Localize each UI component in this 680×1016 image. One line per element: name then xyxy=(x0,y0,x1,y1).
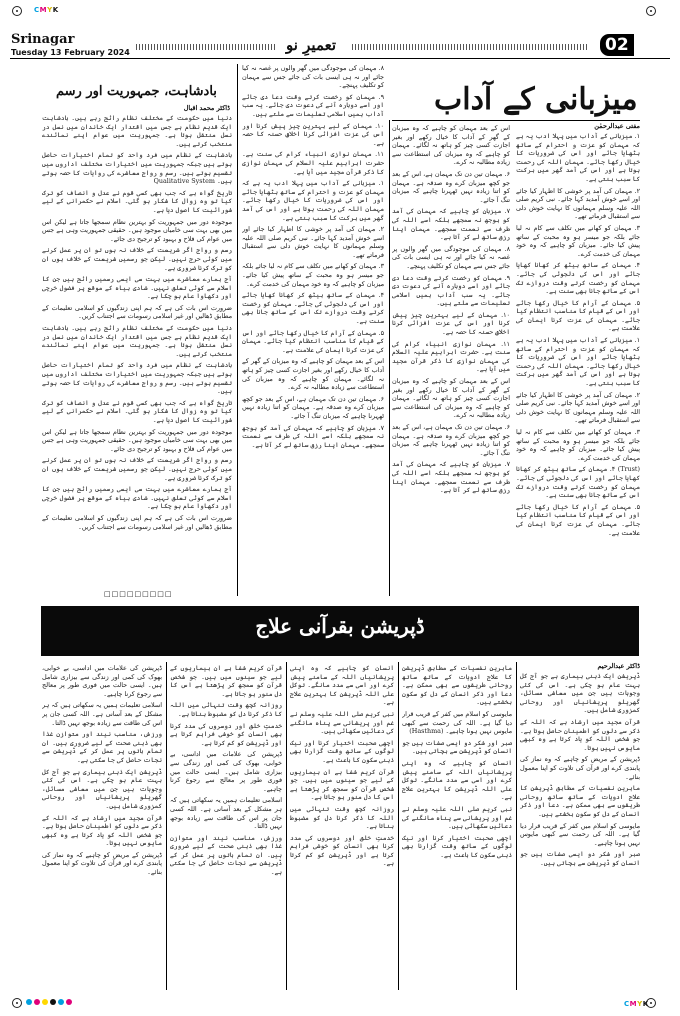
page-number: 02 xyxy=(600,34,634,56)
title-underline xyxy=(392,120,640,121)
article-column-hospitality-2: اس کے بعد مہمان کو چاہیے کہ وہ میزبان کے گھر کے آداب کا خیال رکھے اور بغیر اجازت کسی چیز کو ہاتھ نہ لگائے۔ مہمان کو چاہیے کہ وہ میزبان کی استطاعت سے زیادہ مطالبہ نہ کرے۔ ۶. مہمان تین دن تک مہمان ہے، اس کے بعد جو کچھ میزبان کرے وہ صدقہ ہے۔ مہمان کو اتنا زیادہ نہیں ٹھہرنا چاہیے کہ میزبان تنگ آ جائے۔ ۷. میزبان کو چاہیے کہ مہمان کی آمد کو بوجھ نہ سمجھے بلکہ اسے اللہ کی طرف سے نعمت سمجھے۔ مہمان اپنا رزق ساتھ لے کر آتا ہے۔ ۸. مہمان کی موجودگی میں گھر والوں پر غصہ نہ کیا جائے اور نہ ہی ایسی بات کی جائے جس سے مہمان کو تکلیف پہنچے۔ ۹. مہمان کو رخصت کرتے وقت دعا دی جائے اور اسے دوبارہ آنے کی دعوت دی جائے۔ یہ سب آداب ہمیں اسلامی تعلیمات سے ملتے ہیں۔ ۱۰. مہمان کے لیے بہترین چیز پیش کرنا اور اس کی عزت افزائی کرنا اخلاقِ حسنہ کا حصہ ہے۔ ۱۱. مہمان نوازی انبیاء کرام کی سنت ہے۔ حضرت ابراہیم علیہ السلام کی مہمان نوازی کا ذکر قرآن مجید میں آیا ہے۔ اس کے بعد مہمان کو چاہیے کہ وہ میزبان کے گھر کے آداب کا خیال رکھے اور بغیر اجازت کسی چیز کو ہاتھ نہ لگائے۔ مہمان کو چاہیے کہ وہ میزبان کی استطاعت سے زیادہ مطالبہ نہ کرے۔ ۶. مہمان تین دن تک مہمان ہے، اس کے بعد جو کچھ میزبان کرے وہ صدقہ ہے۔ مہمان کو اتنا زیادہ نہیں ٹھہرنا چاہیے کہ میزبان تنگ آ جائے۔ ۷. میزبان کو چاہیے کہ مہمان کی آمد کو بوجھ نہ سمجھے بلکہ اسے اللہ کی طرف سے نعمت سمجھے۔ مہمان اپنا رزق ساتھ لے کر آتا ہے۔ xyxy=(392,124,510,495)
header-divider xyxy=(10,58,670,59)
article-column-depression-4: قرآن کریم شفا ہے ان بیماریوں کے لیے جو سینوں میں ہیں۔ جو شخص قرآن کو سمجھ کر پڑھتا ہے اس کا دل منور ہو جاتا ہے۔ روزانہ کچھ وقت تنہائی میں اللہ کا ذکر کرنا دل کو مضبوط بناتا ہے۔ خدمتِ خلق اور دوسروں کی مدد کرنا بھی انسان کو خوشی فراہم کرتا ہے اور ڈپریشن کو کم کرتا ہے۔ ڈپریشن کی علامات میں اداسی، بے خوابی، بھوک کی کمی اور زندگی سے بیزاری شامل ہیں۔ ایسی حالت میں فوری طور پر معالج سے رجوع کرنا چاہیے۔ اسلامی تعلیمات ہمیں یہ سکھاتی ہیں کہ ہر مشکل کے بعد آسانی ہے۔ اللہ کسی جان پر اس کی طاقت سے زیادہ بوجھ نہیں ڈالتا۔ ورزش، مناسب نیند اور متوازن غذا بھی ذہنی صحت کے لیے ضروری ہیں۔ ان تمام باتوں پر عمل کر کے ڈپریشن سے نجات حاصل کی جا سکتی ہے۔ xyxy=(170,664,282,877)
column-divider xyxy=(516,662,517,990)
color-swatches xyxy=(26,999,72,1005)
article-column-depression-1: ڈپریشن ایک ذہنی بیماری ہے جو آج کل بہت عام ہو چکی ہے۔ اس کی کئی وجوہات ہیں جن میں معاشی مسائل، گھریلو پریشانیاں اور روحانی کمزوری شامل ہیں۔ قرآن مجید میں ارشاد ہے کہ اللہ کے ذکر سے دلوں کو اطمینان حاصل ہوتا ہے۔ جو شخص اللہ کو یاد کرتا ہے وہ کبھی مایوس نہیں ہوتا۔ ڈپریشن کے مریض کو چاہیے کہ وہ نماز کی پابندی کرے اور قرآن کی تلاوت کو اپنا معمول بنائے۔ ماہرین نفسیات کے مطابق ڈپریشن کا علاج ادویات کے ساتھ ساتھ روحانی طریقوں سے بھی ممکن ہے۔ دعا اور ذکر انسان کے دل کو سکون بخشتے ہیں۔ مایوسی کو اسلام میں کفر کے قریب قرار دیا گیا ہے۔ اللہ کی رحمت سے کبھی مایوس نہیں ہونا چاہیے۔ صبر اور شکر دو ایسی صفات ہیں جو انسان کو ڈپریشن سے بچاتی ہیں۔ xyxy=(520,672,640,867)
cmyk-label-bottom: CMYK xyxy=(624,1000,649,1008)
article-column-hospitality-3: ۸. مہمان کی موجودگی میں گھر والوں پر غصہ نہ کیا جائے اور نہ ہی ایسی بات کی جائے جس سے مہمان کو تکلیف پہنچے۔ ۹. مہمان کو رخصت کرتے وقت دعا دی جائے اور اسے دوبارہ آنے کی دعوت دی جائے۔ یہ سب آداب ہمیں اسلامی تعلیمات سے ملتے ہیں۔ ۱۰. مہمان کے لیے بہترین چیز پیش کرنا اور اس کی عزت افزائی کرنا اخلاقِ حسنہ کا حصہ ہے۔ ۱۱. مہمان نوازی انبیاء کرام کی سنت ہے۔ حضرت ابراہیم علیہ السلام کی مہمان نوازی کا ذکر قرآن مجید میں آیا ہے۔ ۱. میزبانی کے آداب میں پہلا ادب یہ ہے کہ مہمان کو عزت و احترام کے ساتھ بٹھایا جائے اور اس کی ضروریات کا خیال رکھا جائے۔ مہمان اللہ کی رحمت ہوتا ہے اور اس کی آمد گھر میں برکت کا سبب بنتی ہے۔ ۲. مہمان کی آمد پر خوشی کا اظہار کیا جائے اور اسے خوش آمدید کہا جائے۔ نبی کریم صلی اللہ علیہ وسلم مہمانوں کا نہایت خوش دلی سے استقبال فرماتے تھے۔ ۳. مہمان کو کھانے میں تکلف سے کام نہ لیا جائے بلکہ جو میسر ہو وہ محبت کے ساتھ پیش کیا جائے۔ میزبان کو چاہیے کہ وہ خود مہمان کی خدمت کرے۔ ۴. مہمان کے ساتھ بیٹھ کر کھانا کھایا جائے اور اس کی دلجوئی کی جائے۔ مہمان کو رخصت کرتے وقت دروازے تک اس کے ساتھ جانا بھی سنت ہے۔ ۵. مہمان کے آرام کا خیال رکھا جائے اور اس کے قیام کا مناسب انتظام کیا جائے۔ مہمان کی عزت کرنا ایمان کی علامت ہے۔ اس کے بعد مہمان کو چاہیے کہ وہ میزبان کے گھر کے آداب کا خیال رکھے اور بغیر اجازت کسی چیز کو ہاتھ نہ لگائے۔ مہمان کو چاہیے کہ وہ میزبان کی استطاعت سے زیادہ مطالبہ نہ کرے۔ ۶. مہمان تین دن تک مہمان ہے، اس کے بعد جو کچھ میزبان کرے وہ صدقہ ہے۔ مہمان کو اتنا زیادہ نہیں ٹھہرنا چاہیے کہ میزبان تنگ آ جائے۔ ۷. میزبان کو چاہیے کہ مہمان کی آمد کو بوجھ نہ سمجھے بلکہ اسے اللہ کی طرف سے نعمت سمجھے۔ مہمان اپنا رزق ساتھ لے کر آتا ہے۔ xyxy=(242,64,384,449)
registration-mark xyxy=(646,6,656,16)
article-title-hospitality: میزبانی کے آداب xyxy=(434,82,638,117)
masthead-rule xyxy=(352,44,588,50)
end-marks: □□□□□□□□□ xyxy=(104,590,173,598)
column-divider xyxy=(237,64,238,596)
column-divider xyxy=(286,662,287,990)
column-divider xyxy=(398,662,399,990)
cmyk-label-top: CMYK xyxy=(34,6,59,14)
registration-mark xyxy=(12,998,22,1008)
city-name: Srinagar xyxy=(11,32,75,47)
byline-hospitality: مفتی عبدالرحمٰن xyxy=(594,122,640,130)
byline-depression: ڈاکٹر عبدالرحیم xyxy=(597,662,640,670)
registration-mark xyxy=(12,6,22,16)
banner-title-depression: ڈپریشن بقرآنی علاج xyxy=(255,614,425,638)
masthead-rule xyxy=(136,44,276,50)
article-column-depression-2: ماہرین نفسیات کے مطابق ڈپریشن کا علاج ادویات کے ساتھ ساتھ روحانی طریقوں سے بھی ممکن ہے۔ دعا اور ذکر انسان کے دل کو سکون بخشتے ہیں۔ مایوسی کو اسلام میں کفر کے قریب قرار دیا گیا ہے۔ اللہ کی رحمت سے کبھی مایوس نہیں ہونا چاہیے۔ (Hasthma) صبر اور شکر دو ایسی صفات ہیں جو انسان کو ڈپریشن سے بچاتی ہیں۔ انسان کو چاہیے کہ وہ اپنی پریشانیاں اللہ کے سامنے پیش کرے اور اسی سے مدد مانگے۔ توکل علی اللہ ڈپریشن کا بہترین علاج ہے۔ نبی کریم صلی اللہ علیہ وسلم نے غم اور پریشانی سے پناہ مانگنے کی دعائیں سکھائی ہیں۔ اچھی صحبت اختیار کرنا اور نیک لوگوں کے ساتھ وقت گزارنا بھی ذہنی سکون کا باعث ہے۔ xyxy=(402,664,512,859)
article-column-monarchy: دنیا میں حکومت کے مختلف نظام رائج رہے ہیں۔ بادشاہت ایک قدیم نظام ہے جس میں اقتدار ایک خاندان میں نسل در نسل منتقل ہوتا ہے۔ جمہوریت میں عوام اپنے نمائندے منتخب کرتے ہیں۔ بادشاہت کے نظام میں فرد واحد کو تمام اختیارات حاصل ہوتے ہیں جبکہ جمہوریت میں اختیارات مختلف اداروں میں تقسیم ہوتے ہیں۔ رسم و رواج معاشرے کی روایات کا حصہ ہوتے ہیں۔ Qualitative System تاریخ گواہ ہے کہ جب بھی کسی قوم نے عدل و انصاف کو ترک کیا تو وہ زوال کا شکار ہو گئی۔ اسلام نے حکمرانی کے لیے شورائیت کا اصول دیا ہے۔ موجودہ دور میں جمہوریت کو بہترین نظام سمجھا جاتا ہے لیکن اس میں بھی بہت سی خامیاں موجود ہیں۔ حقیقی جمہوریت وہی ہے جس میں عوام کی فلاح و بہبود کو ترجیح دی جائے۔ رسم و رواج اگر شریعت کے خلاف نہ ہوں تو ان پر عمل کرنے میں کوئی حرج نہیں۔ لیکن جو رسمیں شریعت کے خلاف ہوں ان کو ترک کرنا ضروری ہے۔ آج ہمارے معاشرے میں بہت سی ایسی رسمیں رائج ہیں جن کا اسلام سے کوئی تعلق نہیں۔ شادی بیاہ کے موقع پر فضول خرچی اور دکھاوا عام ہو چکا ہے۔ ضرورت اس بات کی ہے کہ ہم اپنی زندگیوں کو اسلامی تعلیمات کے مطابق ڈھالیں اور غیر اسلامی رسومات سے اجتناب کریں۔ دنیا میں حکومت کے مختلف نظام رائج رہے ہیں۔ بادشاہت ایک قدیم نظام ہے جس میں اقتدار ایک خاندان میں نسل در نسل منتقل ہوتا ہے۔ جمہوریت میں عوام اپنے نمائندے منتخب کرتے ہیں۔ بادشاہت کے نظام میں فرد واحد کو تمام اختیارات حاصل ہوتے ہیں جبکہ جمہوریت میں اختیارات مختلف اداروں میں تقسیم ہوتے ہیں۔ رسم و رواج معاشرے کی روایات کا حصہ ہوتے ہیں۔ تاریخ گواہ ہے کہ جب بھی کسی قوم نے عدل و انصاف کو ترک کیا تو وہ زوال کا شکار ہو گئی۔ اسلام نے حکمرانی کے لیے شورائیت کا اصول دیا ہے۔ موجودہ دور میں جمہوریت کو بہترین نظام سمجھا جاتا ہے لیکن اس میں بھی بہت سی خامیاں موجود ہیں۔ حقیقی جمہوریت وہی ہے جس میں عوام کی فلاح و بہبود کو ترجیح دی جائے۔ رسم و رواج اگر شریعت کے خلاف نہ ہوں تو ان پر عمل کرنے میں کوئی حرج نہیں۔ لیکن جو رسمیں شریعت کے خلاف ہوں ان کو ترک کرنا ضروری ہے۔ آج ہمارے معاشرے میں بہت سی ایسی رسمیں رائج ہیں جن کا اسلام سے کوئی تعلق نہیں۔ شادی بیاہ کے موقع پر فضول خرچی اور دکھاوا عام ہو چکا ہے۔ ضرورت اس بات کی ہے کہ ہم اپنی زندگیوں کو اسلامی تعلیمات کے مطابق ڈھالیں اور غیر اسلامی رسومات سے اجتناب کریں۔ xyxy=(42,114,232,531)
article-column-hospitality-1: ۱. میزبانی کے آداب میں پہلا ادب یہ ہے کہ مہمان کو عزت و احترام کے ساتھ بٹھایا جائے اور اس کی ضروریات کا خیال رکھا جائے۔ مہمان اللہ کی رحمت ہوتا ہے اور اس کی آمد گھر میں برکت کا سبب بنتی ہے۔ ۲. مہمان کی آمد پر خوشی کا اظہار کیا جائے اور اسے خوش آمدید کہا جائے۔ نبی کریم صلی اللہ علیہ وسلم مہمانوں کا نہایت خوش دلی سے استقبال فرماتے تھے۔ ۳. مہمان کو کھانے میں تکلف سے کام نہ لیا جائے بلکہ جو میسر ہو وہ محبت کے ساتھ پیش کیا جائے۔ میزبان کو چاہیے کہ وہ خود مہمان کی خدمت کرے۔ ۴. مہمان کے ساتھ بیٹھ کر کھانا کھایا جائے اور اس کی دلجوئی کی جائے۔ مہمان کو رخصت کرتے وقت دروازے تک اس کے ساتھ جانا بھی سنت ہے۔ ۵. مہمان کے آرام کا خیال رکھا جائے اور اس کے قیام کا مناسب انتظام کیا جائے۔ مہمان کی عزت کرنا ایمان کی علامت ہے۔ ۱. میزبانی کے آداب میں پہلا ادب یہ ہے کہ مہمان کو عزت و احترام کے ساتھ بٹھایا جائے اور اس کی ضروریات کا خیال رکھا جائے۔ مہمان اللہ کی رحمت ہوتا ہے اور اس کی آمد گھر میں برکت کا سبب بنتی ہے۔ ۲. مہمان کی آمد پر خوشی کا اظہار کیا جائے اور اسے خوش آمدید کہا جائے۔ نبی کریم صلی اللہ علیہ وسلم مہمانوں کا نہایت خوش دلی سے استقبال فرماتے تھے۔ ۳. مہمان کو کھانے میں تکلف سے کام نہ لیا جائے بلکہ جو میسر ہو وہ محبت کے ساتھ پیش کیا جائے۔ میزبان کو چاہیے کہ وہ خود مہمان کی خدمت کرے۔ (Trust) ۴. مہمان کے ساتھ بیٹھ کر کھانا کھایا جائے اور اس کی دلجوئی کی جائے۔ مہمان کو رخصت کرتے وقت دروازے تک اس کے ساتھ جانا بھی سنت ہے۔ ۵. مہمان کے آرام کا خیال رکھا جائے اور اس کے قیام کا مناسب انتظام کیا جائے۔ مہمان کی عزت کرنا ایمان کی علامت ہے۔ xyxy=(516,132,640,537)
issue-date: Tuesday 13 February 2024 xyxy=(11,48,130,57)
byline-monarchy: ڈاکٹر محمد اقبال xyxy=(183,104,230,112)
column-divider xyxy=(166,662,167,990)
article-column-depression-3: انسان کو چاہیے کہ وہ اپنی پریشانیاں اللہ کے سامنے پیش کرے اور اسی سے مدد مانگے۔ توکل علی اللہ ڈپریشن کا بہترین علاج ہے۔ نبی کریم صلی اللہ علیہ وسلم نے غم اور پریشانی سے پناہ مانگنے کی دعائیں سکھائی ہیں۔ اچھی صحبت اختیار کرنا اور نیک لوگوں کے ساتھ وقت گزارنا بھی ذہنی سکون کا باعث ہے۔ قرآن کریم شفا ہے ان بیماریوں کے لیے جو سینوں میں ہیں۔ جو شخص قرآن کو سمجھ کر پڑھتا ہے اس کا دل منور ہو جاتا ہے۔ روزانہ کچھ وقت تنہائی میں اللہ کا ذکر کرنا دل کو مضبوط بناتا ہے۔ خدمتِ خلق اور دوسروں کی مدد کرنا بھی انسان کو خوشی فراہم کرتا ہے اور ڈپریشن کو کم کرتا ہے۔ xyxy=(290,664,394,868)
column-divider xyxy=(389,120,390,596)
article-title-monarchy: بادشاہت، جمہوریت اور رسم xyxy=(56,84,217,99)
masthead-title: تعمیرِ نو xyxy=(286,36,337,54)
article-column-depression-5: ڈپریشن کی علامات میں اداسی، بے خوابی، بھوک کی کمی اور زندگی سے بیزاری شامل ہیں۔ ایسی حالت میں فوری طور پر معالج سے رجوع کرنا چاہیے۔ اسلامی تعلیمات ہمیں یہ سکھاتی ہیں کہ ہر مشکل کے بعد آسانی ہے۔ اللہ کسی جان پر اس کی طاقت سے زیادہ بوجھ نہیں ڈالتا۔ ورزش، مناسب نیند اور متوازن غذا بھی ذہنی صحت کے لیے ضروری ہیں۔ ان تمام باتوں پر عمل کر کے ڈپریشن سے نجات حاصل کی جا سکتی ہے۔ ڈپریشن ایک ذہنی بیماری ہے جو آج کل بہت عام ہو چکی ہے۔ اس کی کئی وجوہات ہیں جن میں معاشی مسائل، گھریلو پریشانیاں اور روحانی کمزوری شامل ہیں۔ قرآن مجید میں ارشاد ہے کہ اللہ کے ذکر سے دلوں کو اطمینان حاصل ہوتا ہے۔ جو شخص اللہ کو یاد کرتا ہے وہ کبھی مایوس نہیں ہوتا۔ ڈپریشن کے مریض کو چاہیے کہ وہ نماز کی پابندی کرے اور قرآن کی تلاوت کو اپنا معمول بنائے۔ xyxy=(42,664,162,877)
